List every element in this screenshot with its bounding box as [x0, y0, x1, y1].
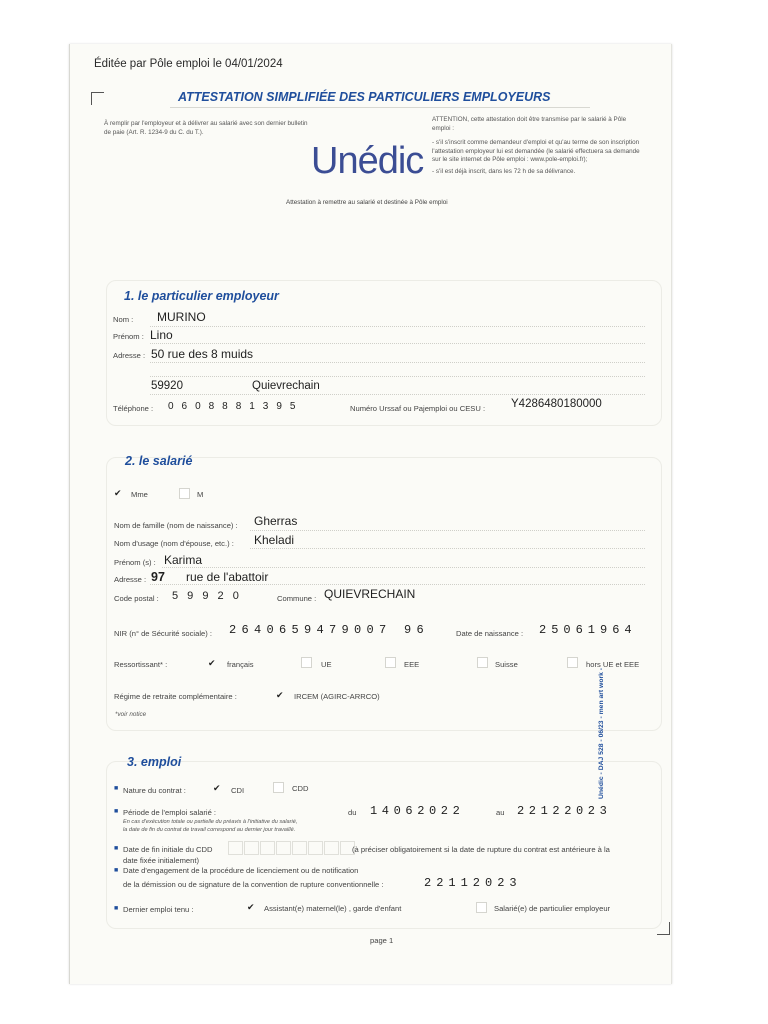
adresse-num[interactable]: 97 [151, 570, 165, 584]
prenom-label: Prénom (s) : [114, 558, 156, 567]
fin-cdd-note2: date fixée initialement) [123, 856, 199, 865]
attention-title: ATTENTION, cette attestation doit être transmise par le salarié à Pôle emploi : [432, 116, 627, 132]
page-number: page 1 [370, 936, 394, 945]
employer-urssaf-label: Numéro Urssaf ou Pajemploi ou CESU : [350, 404, 486, 413]
hors-label: hors UE et EEE [586, 660, 640, 669]
eee-label: EEE [404, 660, 420, 669]
bullet-icon: ■ [114, 905, 119, 912]
engagement-label2: de la démission ou de signature de la convention de rupture conventionnelle : [123, 880, 384, 889]
employer-nom-label: Nom : [113, 315, 134, 324]
form-title: ATTESTATION SIMPLIFIÉE DES PARTICULIERS EMPLOYEURS [178, 90, 551, 104]
nom-famille-label: Nom de famille (nom de naissance) : [114, 521, 238, 530]
ue-label: UE [321, 660, 332, 669]
cdi-check-icon[interactable]: ✔ [213, 783, 221, 793]
periode-note-2: la date de fin du contrat de travail correspond au dernier jour travaillé. [123, 827, 296, 833]
employer-tel-label: Téléphone : [113, 404, 154, 413]
bullet-icon: ■ [114, 808, 119, 815]
bullet-icon: ■ [114, 867, 119, 874]
suisse-checkbox[interactable] [477, 657, 488, 668]
employer-nom[interactable]: MURINO [157, 310, 206, 324]
naissance[interactable]: 25061964 [539, 623, 637, 637]
bullet-icon: ■ [114, 845, 119, 852]
fin-cdd-note: (à préciser obligatoirement si la date de rupture du contrat est antérieure à la [352, 845, 610, 854]
dernier-label: Dernier emploi tenu : [123, 905, 194, 914]
adresse-label: Adresse : [114, 575, 147, 584]
adresse[interactable]: rue de l'abattoir [186, 570, 269, 584]
nature-label: Nature du contrat : [123, 786, 186, 795]
cdd-label: CDD [292, 784, 309, 793]
retraite: IRCEM (AGIRC-ARRCO) [294, 692, 380, 701]
assistant-check-icon[interactable]: ✔ [247, 902, 255, 912]
fin-cdd-label: Date de fin initiale du CDD [123, 845, 213, 854]
retraite-label: Régime de retraite complémentaire : [114, 692, 237, 701]
employer-prenom[interactable]: Lino [150, 328, 173, 342]
employer-prenom-label: Prénom : [113, 332, 144, 341]
fin-cdd-input[interactable] [228, 841, 356, 860]
employer-title: 1. le particulier employeur [124, 289, 279, 303]
commune-label: Commune : [277, 594, 317, 603]
du-date[interactable]: 14062022 [370, 804, 465, 818]
subtitle: Attestation à remettre au salarié et destinée à Pôle emploi [286, 199, 448, 206]
commune[interactable]: QUIEVRECHAIN [324, 587, 416, 601]
form-sheet [69, 44, 672, 984]
au-label: au [496, 808, 505, 817]
m-label: M [197, 490, 204, 499]
mme-label: Mme [131, 490, 148, 499]
left-note: À remplir par l'employeur et à délivrer au salarié avec son dernier bulletin de paie (Art. R. 1234-9 du C. du T.). [104, 120, 308, 136]
cdi-label: CDI [231, 786, 245, 795]
au-date[interactable]: 22122023 [517, 804, 612, 818]
attention-1: - s'il s'inscrit comme demandeur d'emploi et qu'au terme de son inscription l'attestation employeur lui est demandée (le salarié effectuera sa demande sur le site internet de Pôle emploi : www.pole-emploi.fr); [432, 139, 640, 163]
edition-line: Éditée par Pôle emploi le 04/01/2024 [94, 58, 283, 70]
employee-title: 2. le salarié [125, 454, 193, 468]
cp-label: Code postal : [114, 594, 159, 603]
bullet-icon: ■ [114, 785, 119, 792]
nom-usage-label: Nom d'usage (nom d'épouse, etc.) : [114, 539, 234, 548]
dernier-1: Assistant(e) maternel(le) , garde d'enfant [264, 904, 402, 913]
employer-tel[interactable]: 0 6 0 8 8 8 1 3 9 5 [168, 401, 299, 412]
du-label: du [348, 808, 357, 817]
title-underline [170, 107, 590, 108]
employer-ville[interactable]: Quievrechain [252, 380, 320, 392]
hors-checkbox[interactable] [567, 657, 578, 668]
employer-adresse-label: Adresse : [113, 351, 146, 360]
engagement-date[interactable]: 22112023 [424, 876, 522, 890]
ressortissant-label: Ressortissant* : [114, 660, 168, 669]
francais-check-icon[interactable]: ✔ [208, 658, 216, 668]
eee-checkbox[interactable] [385, 657, 396, 668]
retraite-check-icon[interactable]: ✔ [276, 690, 284, 700]
voir-notice: *voir notice [115, 711, 147, 718]
dernier-2: Salarié(e) de particulier employeur [494, 904, 611, 913]
corner-mark-bottom-icon [657, 922, 670, 935]
salarie-pe-checkbox[interactable] [476, 902, 487, 913]
employer-cp[interactable]: 59920 [151, 380, 183, 392]
m-checkbox[interactable] [179, 488, 190, 499]
employer-adresse[interactable]: 50 rue des 8 muids [151, 347, 254, 361]
periode-note-1: En cas d'exécution totale ou partielle du préavis à l'initiative du salarié, [123, 819, 298, 825]
prenom[interactable]: Karima [164, 553, 203, 567]
ue-checkbox[interactable] [301, 657, 312, 668]
engagement-label: Date d'engagement de la procédure de licenciement ou de notification [123, 866, 359, 875]
attention-2: - s'il est déjà inscrit, dans les 72 h de sa délivrance. [432, 168, 576, 175]
cp[interactable]: 5 9 9 2 0 [172, 590, 242, 602]
francais-label: français [227, 660, 254, 669]
nom-usage[interactable]: Kheladi [254, 533, 295, 547]
suisse-label: Suisse [495, 660, 518, 669]
mme-check-icon[interactable]: ✔ [114, 488, 122, 498]
cdd-checkbox[interactable] [273, 782, 284, 793]
emploi-title: 3. emploi [127, 755, 182, 769]
corner-mark-icon [91, 92, 104, 105]
periode-label: Période de l'emploi salarié : [123, 808, 217, 817]
nir[interactable]: 2640659479007 96 [229, 623, 430, 637]
nir-label: NIR (n° de Sécurité sociale) : [114, 629, 212, 638]
naissance-label: Date de naissance : [456, 629, 524, 638]
side-reference: Unédic - DAJ 528 - 06/23 - men art work - [598, 667, 605, 799]
nom-famille[interactable]: Gherras [254, 514, 298, 528]
unedic-logo: Unédic [311, 140, 424, 182]
employer-urssaf[interactable]: Y4286480180000 [511, 398, 602, 410]
